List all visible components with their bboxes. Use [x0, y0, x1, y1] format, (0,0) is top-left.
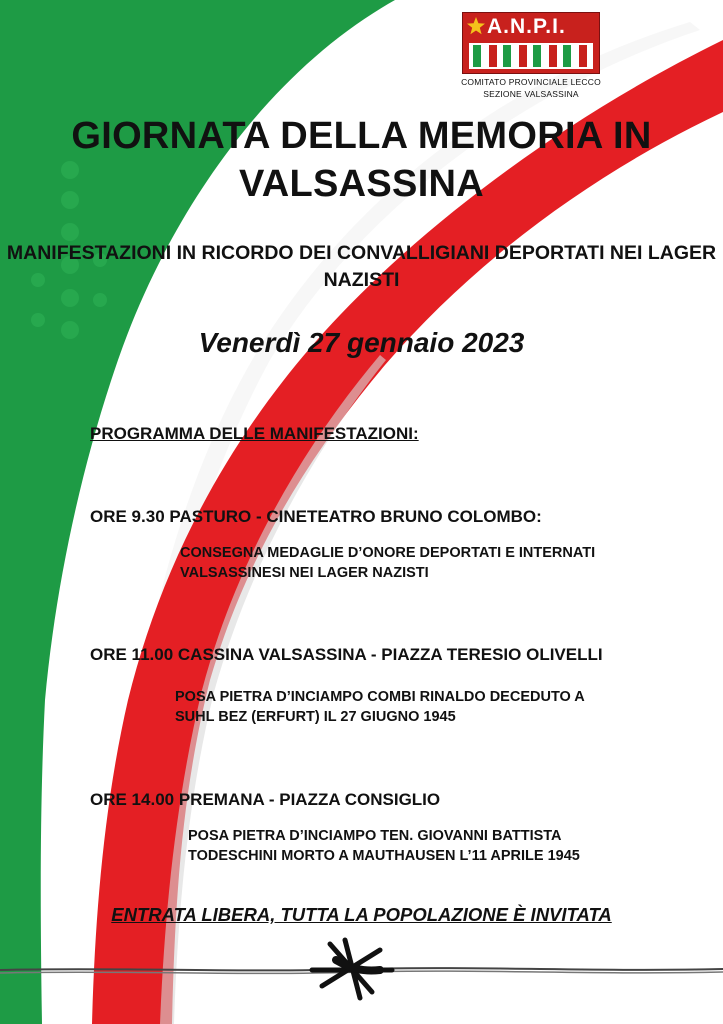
- event-description: [188, 826, 580, 866]
- event-description-line: CONSEGNA MEDAGLIE D’ONORE DEPORTATI E INTERNATI: [180, 545, 596, 561]
- event-description-line: TODESCHINI MORTO A MAUTHAUSEN L’11 APRILE 1945: [188, 848, 580, 864]
- flag-icon: [469, 43, 593, 69]
- event-description-line: VALSASSINESI NEI LAGER NAZISTI: [180, 565, 429, 581]
- event-description-line: POSA PIETRA D’INCIAMPO TEN. GIOVANNI BATTISTA: [188, 828, 562, 844]
- logo-caption-committee: COMITATO PROVINCIALE LECCO: [461, 77, 601, 87]
- event-heading: ORE 9.30 PASTURO - CINETEATRO BRUNO COLOMBO:: [90, 507, 542, 526]
- anpi-logo: [462, 12, 600, 102]
- event-heading: ORE 11.00 CASSINA VALSASSINA - PIAZZA TERESIO OLIVELLI: [90, 645, 603, 664]
- page-title: GIORNATA DELLA MEMORIA IN VALSASSINA: [71, 115, 652, 205]
- logo-text: A.N.P.I.: [487, 15, 566, 38]
- event-description: [180, 543, 595, 583]
- subtitle: MANIFESTAZIONI IN RICORDO DEI CONVALLIGIANI DEPORTATI NEI LAGER NAZISTI: [6, 242, 717, 291]
- event-description: [175, 687, 585, 727]
- logo-box: [462, 12, 600, 74]
- barbed-wire-icon: [0, 930, 723, 1010]
- program-heading: PROGRAMMA DELLE MANIFESTAZIONI:: [90, 424, 419, 443]
- event-date: Venerdì 27 gennaio 2023: [198, 327, 525, 358]
- logo-caption-section: SEZIONE VALSASSINA: [483, 89, 579, 99]
- event-description-line: POSA PIETRA D’INCIAMPO COMBI RINALDO DECEDUTO A: [175, 689, 585, 705]
- event-description-line: SUHL BEZ (ERFURT) IL 27 GIUGNO 1945: [175, 709, 456, 725]
- event-heading: ORE 14.00 PREMANA - PIAZZA CONSIGLIO: [90, 790, 441, 809]
- footer-invitation: ENTRATA LIBERA, TUTTA LA POPOLAZIONE È INVITATA: [111, 904, 612, 925]
- star-icon: [466, 16, 486, 36]
